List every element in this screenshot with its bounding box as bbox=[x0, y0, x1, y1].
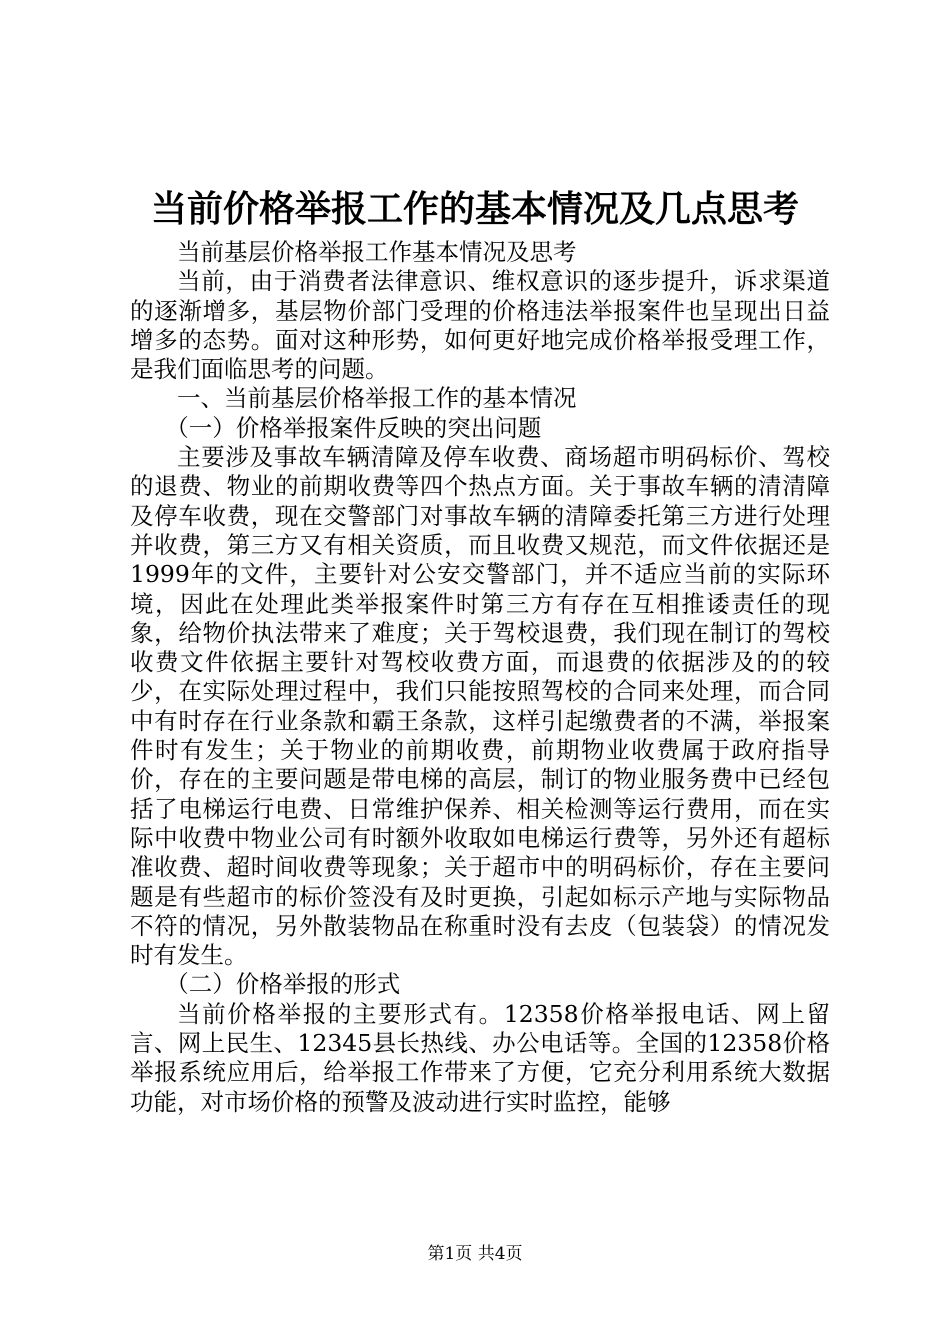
page-footer: 第1页 共4页 bbox=[427, 1244, 523, 1264]
paragraph-subtitle: 当前基层价格举报工作基本情况及思考 bbox=[177, 238, 577, 266]
subsection-heading-1: （一）价格举报案件反映的突出问题 bbox=[165, 413, 542, 442]
section-heading-1: 一、当前基层价格举报工作的基本情况 bbox=[177, 384, 577, 413]
paragraph-forms: 当前价格举报的主要形式有。12358价格举报电话、网上留言、网上民生、12345县长热线、办公电话等。全国的12358价格举报系统应用后，给举报工作带来了方便，它充分利用系统大数据功能，对市场价格的预警及波动进行实时监控，能够 bbox=[130, 999, 830, 1116]
paragraph-intro: 当前，由于消费者法律意识、维权意识的逐步提升，诉求渠道的逐渐增多，基层物价部门受理的价格违法举报案件也呈现出日益增多的态势。面对这种形势，如何更好地完成价格举报受理工作，是我们面临思考的问题。 bbox=[130, 267, 830, 384]
subsection-heading-2: （二）价格举报的形式 bbox=[165, 970, 401, 999]
document-body bbox=[130, 238, 830, 1117]
document-title: 当前价格举报工作的基本情况及几点思考 bbox=[150, 188, 799, 230]
paragraph-issues: 主要涉及事故车辆清障及停车收费、商场超市明码标价、驾校的退费、物业的前期收费等四个热点方面。关于事故车辆的清清障及停车收费，现在交警部门对事故车辆的清障委托第三方进行处理并收费，第三方又有相关资质，而且收费又规范，而文件依据还是1999年的文件，主要针对公安交警部门，并不适应当前的实际环境，因此在处理此类举报案件时第三方有存在互相推诿责任的现象，给物价执法带来了难度；关于驾校退费，我们现在制订的驾校收费文件依据主要针对驾校收费方面，而退费的依据涉及的的较少，在实际处理过程中，我们只能按照驾校的合同来处理，而合同中有时存在行业条款和霸王条款，这样引起缴费者的不满，举报案件时有发生；关于物业的前期收费，前期物业收费属于政府指导价，存在的主要问题是带电梯的高层，制订的物业服务费中已经包括了电梯运行电费、日常维护保养、相关检测等运行费用，而在实际中收费中物业公司有时额外收取如电梯运行费等，另外还有超标准收费、超时间收费等现象；关于超市中的明码标价，存在主要问题是有些超市的标价签没有及时更换，引起如标示产地与实际物品不符的情况，另外散装物品在称重时没有去皮（包装袋）的情况发时有发生。 bbox=[130, 443, 830, 970]
